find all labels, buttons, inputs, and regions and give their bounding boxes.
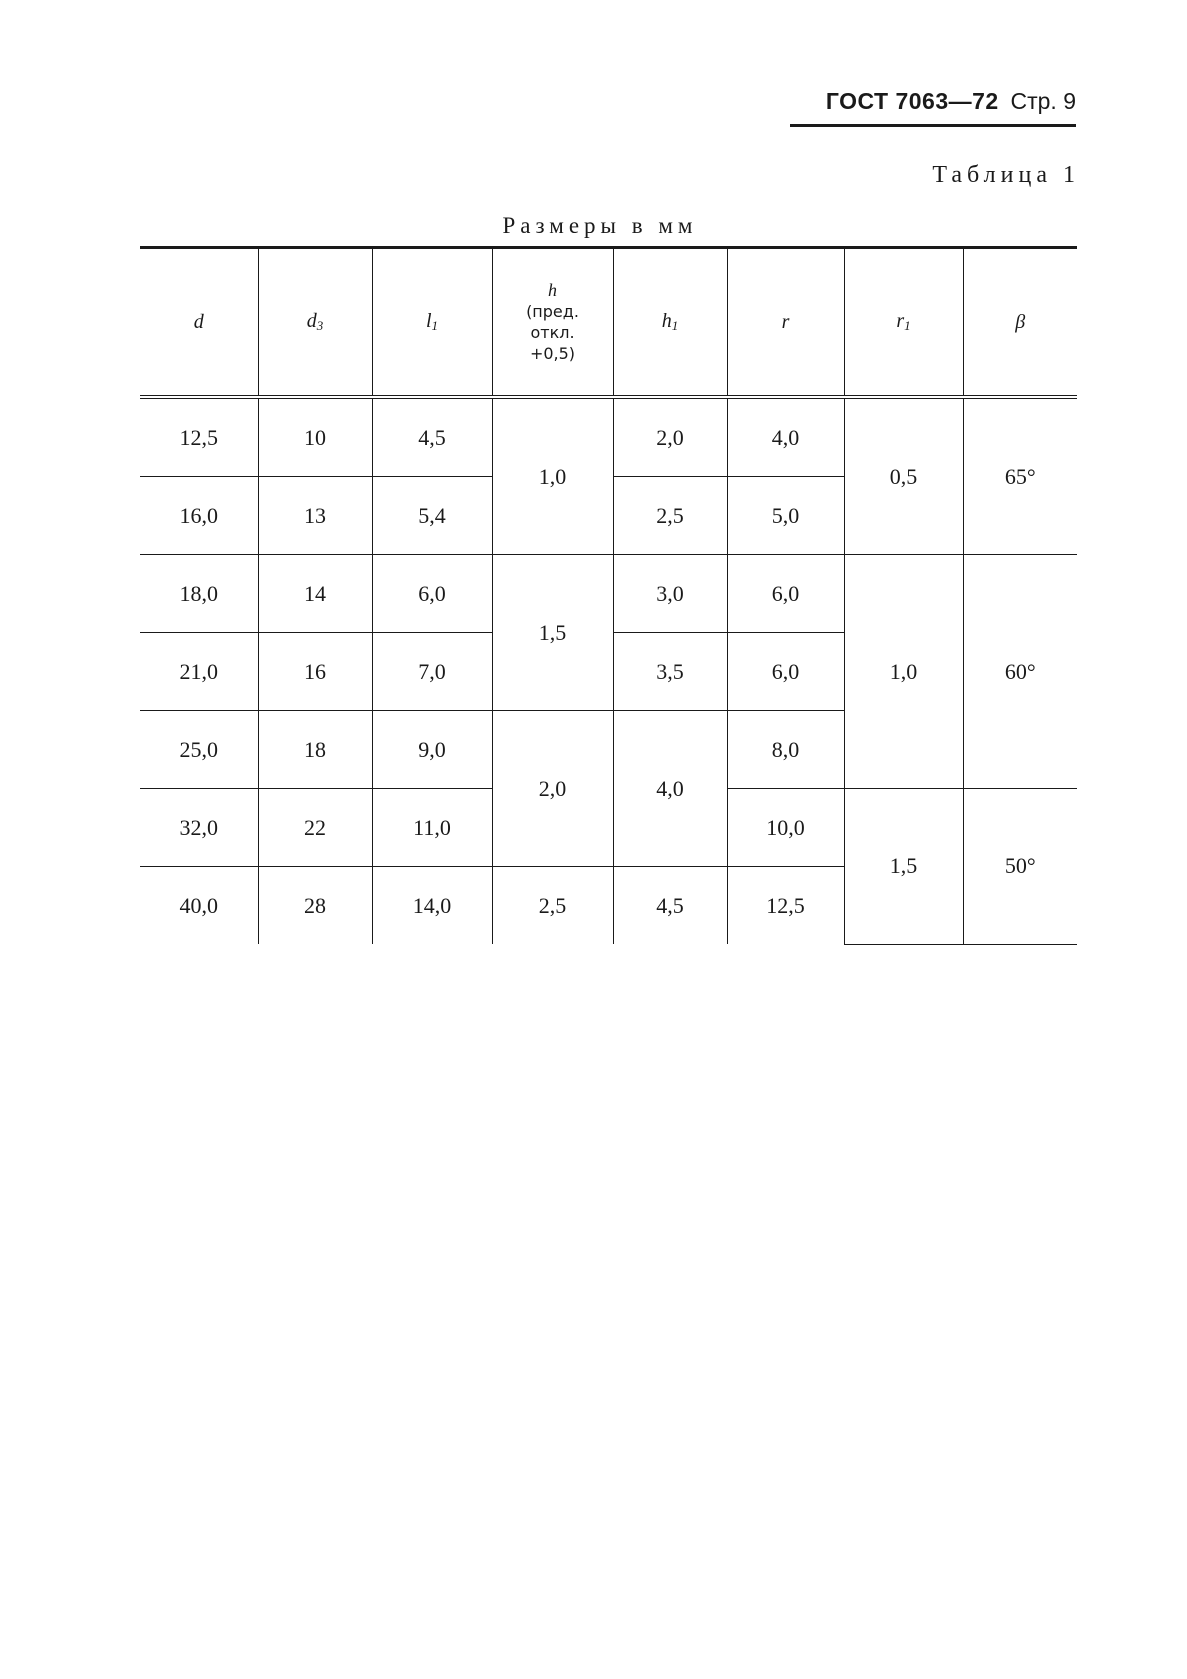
cell-l1: 14,0 <box>372 867 492 945</box>
cell-d: 12,5 <box>140 397 258 477</box>
cell-h: 2,0 <box>492 711 613 867</box>
table-row <box>140 397 1077 477</box>
cell-d: 16,0 <box>140 477 258 555</box>
page-header <box>790 88 1076 115</box>
cell-d3: 10 <box>258 397 372 477</box>
cell-r: 6,0 <box>727 633 844 711</box>
cell-r: 6,0 <box>727 555 844 633</box>
page-number: Стр. 9 <box>1010 88 1076 114</box>
cell-r: 10,0 <box>727 789 844 867</box>
col-header-beta: β <box>963 248 1077 398</box>
cell-d: 32,0 <box>140 789 258 867</box>
units-label: Размеры в мм <box>502 213 698 238</box>
cell-l1: 6,0 <box>372 555 492 633</box>
cell-d3: 28 <box>258 867 372 945</box>
cell-d: 25,0 <box>140 711 258 789</box>
cell-h1: 2,5 <box>613 477 727 555</box>
cell-d3: 18 <box>258 711 372 789</box>
cell-h1: 2,0 <box>613 397 727 477</box>
cell-beta: 50° <box>963 789 1077 945</box>
cell-r: 12,5 <box>727 867 844 945</box>
dimensions-table <box>140 246 1077 945</box>
cell-h: 2,5 <box>492 867 613 945</box>
col-header-l1: $l_1$ <box>372 248 492 398</box>
cell-h1: 4,0 <box>613 711 727 867</box>
col-header-r: r <box>727 248 844 398</box>
table-label: Таблица 1 <box>932 162 1080 188</box>
cell-d3: 14 <box>258 555 372 633</box>
cell-d: 21,0 <box>140 633 258 711</box>
cell-h1: 3,0 <box>613 555 727 633</box>
cell-r: 5,0 <box>727 477 844 555</box>
cell-h1: 3,5 <box>613 633 727 711</box>
col-header-h1: $h_1$ <box>613 248 727 398</box>
cell-l1: 11,0 <box>372 789 492 867</box>
col-header-r1: $r_1$ <box>844 248 963 398</box>
table-row <box>140 555 1077 633</box>
cell-d: 18,0 <box>140 555 258 633</box>
cell-h1: 4,5 <box>613 867 727 945</box>
table-header-row <box>140 248 1077 398</box>
cell-r: 8,0 <box>727 711 844 789</box>
col-header-d3: $d_3$ <box>258 248 372 398</box>
cell-h: 1,0 <box>492 397 613 555</box>
cell-l1: 5,4 <box>372 477 492 555</box>
cell-l1: 4,5 <box>372 397 492 477</box>
standard-number: ГОСТ 7063—72 <box>825 88 999 114</box>
cell-d: 40,0 <box>140 867 258 945</box>
col-header-d: d <box>140 248 258 398</box>
cell-h: 1,5 <box>492 555 613 711</box>
col-header-h: h (пред. откл. +0,5) <box>492 248 613 398</box>
cell-d3: 16 <box>258 633 372 711</box>
cell-r: 4,0 <box>727 397 844 477</box>
cell-beta: 65° <box>963 397 1077 555</box>
cell-d3: 13 <box>258 477 372 555</box>
header-rule <box>790 124 1076 127</box>
cell-d3: 22 <box>258 789 372 867</box>
cell-l1: 7,0 <box>372 633 492 711</box>
cell-beta: 60° <box>963 555 1077 789</box>
cell-r1: 0,5 <box>844 397 963 555</box>
cell-r1: 1,0 <box>844 555 963 789</box>
cell-r1: 1,5 <box>844 789 963 945</box>
cell-l1: 9,0 <box>372 711 492 789</box>
